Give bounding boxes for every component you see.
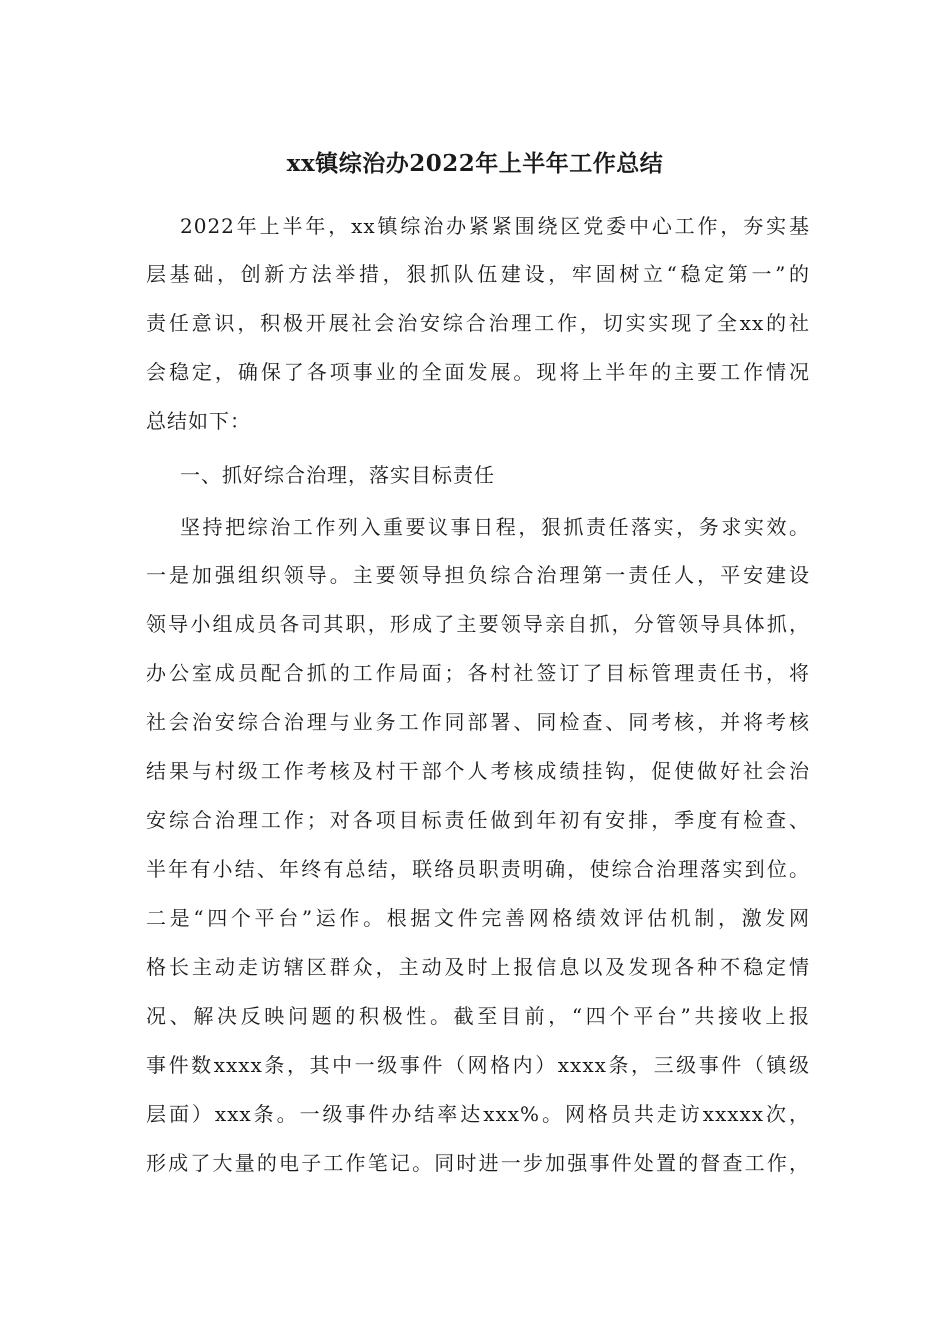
paragraph-line: 形成了大量的电子工作笔记。同时进一步加强事件处置的督查工作， <box>146 1151 810 1175</box>
paragraph-line: 安综合治理工作；对各项目标责任做到年初有安排，季度有检查、 <box>146 808 810 832</box>
paragraph-line: 况、解决反映问题的积极性。截至目前，“四个平台”共接收上报 <box>146 1004 810 1028</box>
paragraph-line: 事件数xxxx条，其中一级事件（网格内）xxxx条，三级事件（镇级 <box>146 1053 810 1077</box>
paragraph-line: 社会治安综合治理与业务工作同部署、同检查、同考核，并将考核 <box>146 710 810 734</box>
paragraph-line: 会稳定，确保了各项事业的全面发展。现将上半年的主要工作情况 <box>146 360 810 384</box>
paragraph-line: 结果与村级工作考核及村干部个人考核成绩挂钩，促使做好社会治 <box>146 759 810 783</box>
paragraph-line: 格长主动走访辖区群众，主动及时上报信息以及发现各种不稳定情 <box>146 955 810 979</box>
paragraph-line: 层基础，创新方法举措，狠抓队伍建设，牢固树立“稳定第一”的 <box>146 262 810 286</box>
paragraph-line: 半年有小结、年终有总结，联络员职责明确，使综合治理落实到位。 <box>146 857 810 881</box>
paragraph-line: 一是加强组织领导。主要领导担负综合治理第一责任人，平安建设 <box>146 563 810 587</box>
document-title: xx镇综治办2022年上半年工作总结 <box>286 150 664 177</box>
paragraph-line: 办公室成员配合抓的工作局面；各村社签订了目标管理责任书，将 <box>146 661 810 685</box>
paragraph-line: 2022年上半年，xx镇综治办紧紧围绕区党委中心工作，夯实基 <box>180 214 810 238</box>
paragraph-line: 坚持把综治工作列入重要议事日程，狠抓责任落实，务求实效。 <box>180 515 810 539</box>
paragraph-line: 总结如下： <box>146 409 251 433</box>
paragraph-line: 责任意识，积极开展社会治安综合治理工作，切实实现了全xx的社 <box>146 311 810 335</box>
paragraph-line: 二是“四个平台”运作。根据文件完善网格绩效评估机制，激发网 <box>146 906 810 930</box>
paragraph-line: 层面）xxx条。一级事件办结率达xxx%。网格员共走访xxxxx次， <box>146 1102 810 1126</box>
section-heading: 一、抓好综合治理，落实目标责任 <box>180 463 495 487</box>
paragraph-line: 领导小组成员各司其职，形成了主要领导亲自抓，分管领导具体抓， <box>146 612 810 636</box>
